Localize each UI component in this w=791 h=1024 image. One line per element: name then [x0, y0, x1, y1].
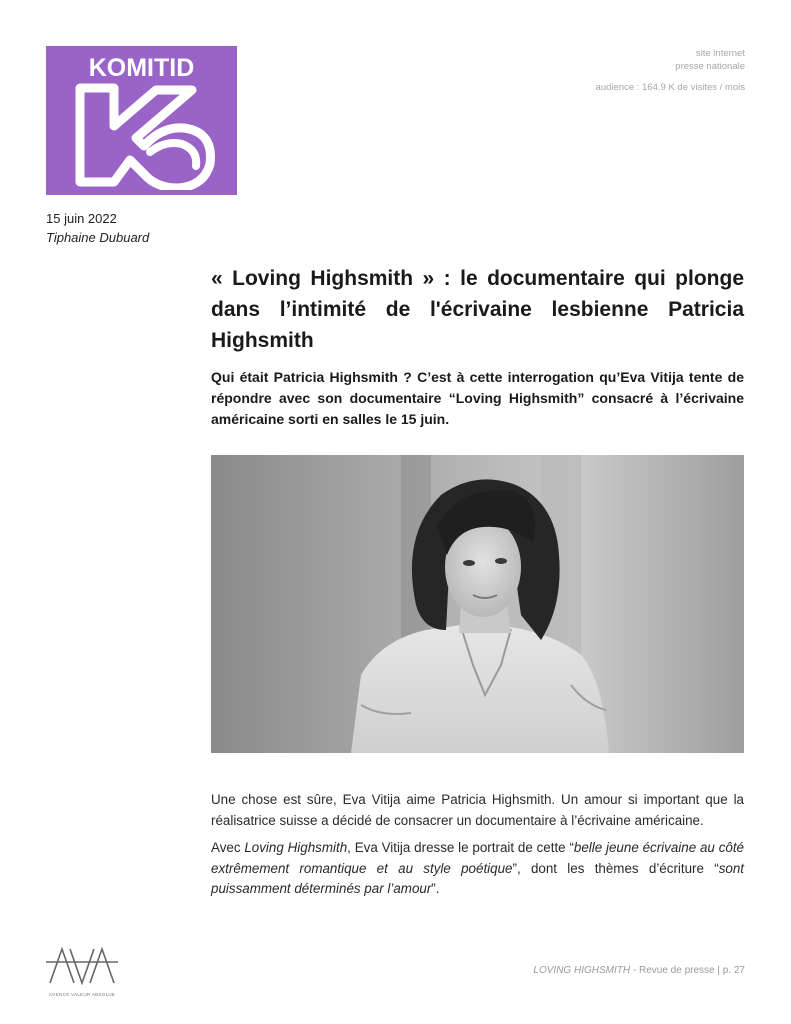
page-number: p. 27 — [722, 965, 745, 976]
footer-divider: | — [714, 965, 723, 976]
publication-date: 15 juin 2022 — [46, 211, 117, 226]
article-header — [211, 263, 744, 430]
body-paragraph — [211, 838, 744, 900]
logo-wordmark: KOMITID — [88, 54, 195, 82]
quote-italic: belle jeune écrivaine au côté extrêmement romantique et au style poétique — [211, 840, 745, 876]
body-paragraph: Une chose est sûre, Eva Vitija aime Patricia Highsmith. Un amour si important que la réalisatrice suisse a décidé de consacrer un documentaire à l’écrivaine américaine. — [211, 792, 744, 828]
article-author: Tiphaine Dubuard — [46, 230, 150, 245]
article-photo — [211, 455, 744, 753]
source-audience: audience : 164.9 K de visites / mois — [595, 82, 745, 93]
body-text-run: ”, dont les thèmes d’écriture “ — [512, 860, 719, 876]
article-lede: Qui était Patricia Highsmith ? C’est à cette interrogation qu’Eva Vitija tente de répondre avec son documentaire “Loving Highsmith” consacré à l’écrivaine américaine sorti en salles le 15 juin. — [211, 369, 744, 427]
body-text-run: ”. — [431, 881, 440, 896]
footer-film-title: LOVING HIGHSMITH — [533, 965, 631, 976]
source-type: site internet — [695, 48, 745, 59]
footer-separator: - — [630, 965, 639, 976]
agency-logo — [46, 945, 118, 997]
page-footer — [533, 965, 745, 976]
film-title-italic: Loving Highsmith — [244, 840, 348, 855]
k-mark-icon — [74, 82, 224, 190]
agency-name: AGENCE VALEUR ABSOLUE — [48, 992, 116, 997]
article-body — [211, 790, 744, 907]
ava-monogram-icon — [46, 945, 118, 985]
body-text-run: Avec — [211, 840, 245, 855]
body-text-run: , Eva Vitija dresse le portrait de cette “ — [347, 840, 574, 855]
komitid-logo — [46, 46, 237, 195]
article-headline: « Loving Highsmith » : le documentaire qui plonge dans l’intimité de l'écrivaine lesbienne Patricia Highsmith — [211, 267, 744, 352]
source-metadata — [485, 47, 745, 94]
footer-section: Revue de presse — [638, 965, 715, 976]
source-scope: presse nationale — [675, 61, 745, 72]
portrait-photo — [211, 455, 744, 753]
quote-italic: sont puissamment déterminés par l’amour — [211, 860, 744, 896]
